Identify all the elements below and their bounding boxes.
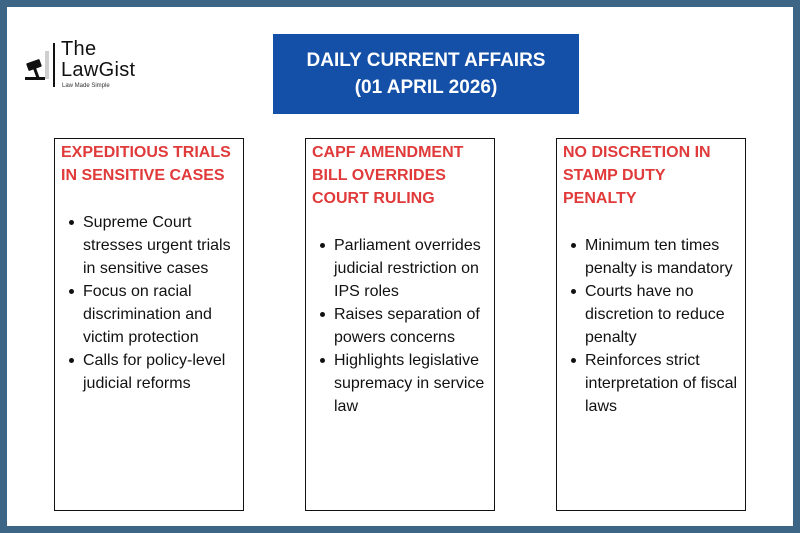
news-card-capf-amendment: [305, 138, 495, 511]
card-bullet-list: [306, 234, 490, 418]
gavel-icon: [25, 49, 51, 81]
card-bullet-list: [55, 211, 239, 395]
brand-name-line2: LawGist: [61, 59, 136, 81]
page-title: DAILY CURRENT AFFAIRS: [306, 50, 546, 71]
list-item: Reinforces strict interpretation of fiscal laws: [585, 349, 741, 418]
page-title-banner: [273, 34, 579, 114]
news-card-stamp-duty: [556, 138, 746, 511]
list-item: Courts have no discretion to reduce penalty: [585, 280, 741, 349]
page-date: (01 APRIL 2026): [354, 77, 498, 98]
list-item: Parliament overrides judicial restriction on IPS roles: [334, 234, 490, 303]
list-item: Supreme Court stresses urgent trials in sensitive cases: [83, 211, 239, 280]
list-item: Minimum ten times penalty is mandatory: [585, 234, 741, 280]
brand-logo: [25, 39, 165, 89]
brand-name-line1: The: [61, 38, 97, 60]
brand-name: [61, 39, 135, 81]
list-item: Focus on racial discrimination and victim protection: [83, 280, 239, 349]
list-item: Calls for policy-level judicial reforms: [83, 349, 239, 395]
card-heading: NO DISCRETION IN STAMP DUTY PENALTY: [563, 144, 711, 207]
news-card-expeditious-trials: [54, 138, 244, 511]
list-item: Raises separation of powers concerns: [334, 303, 490, 349]
card-heading: CAPF AMENDMENT BILL OVERRIDES COURT RULING: [312, 144, 464, 207]
card-heading: EXPEDITIOUS TRIALS IN SENSITIVE CASES: [61, 144, 231, 184]
list-item: Highlights legislative supremacy in service law: [334, 349, 490, 418]
brand-tagline: Law Made Simple: [62, 83, 110, 89]
card-bullet-list: [557, 234, 741, 418]
logo-divider: [53, 43, 55, 87]
